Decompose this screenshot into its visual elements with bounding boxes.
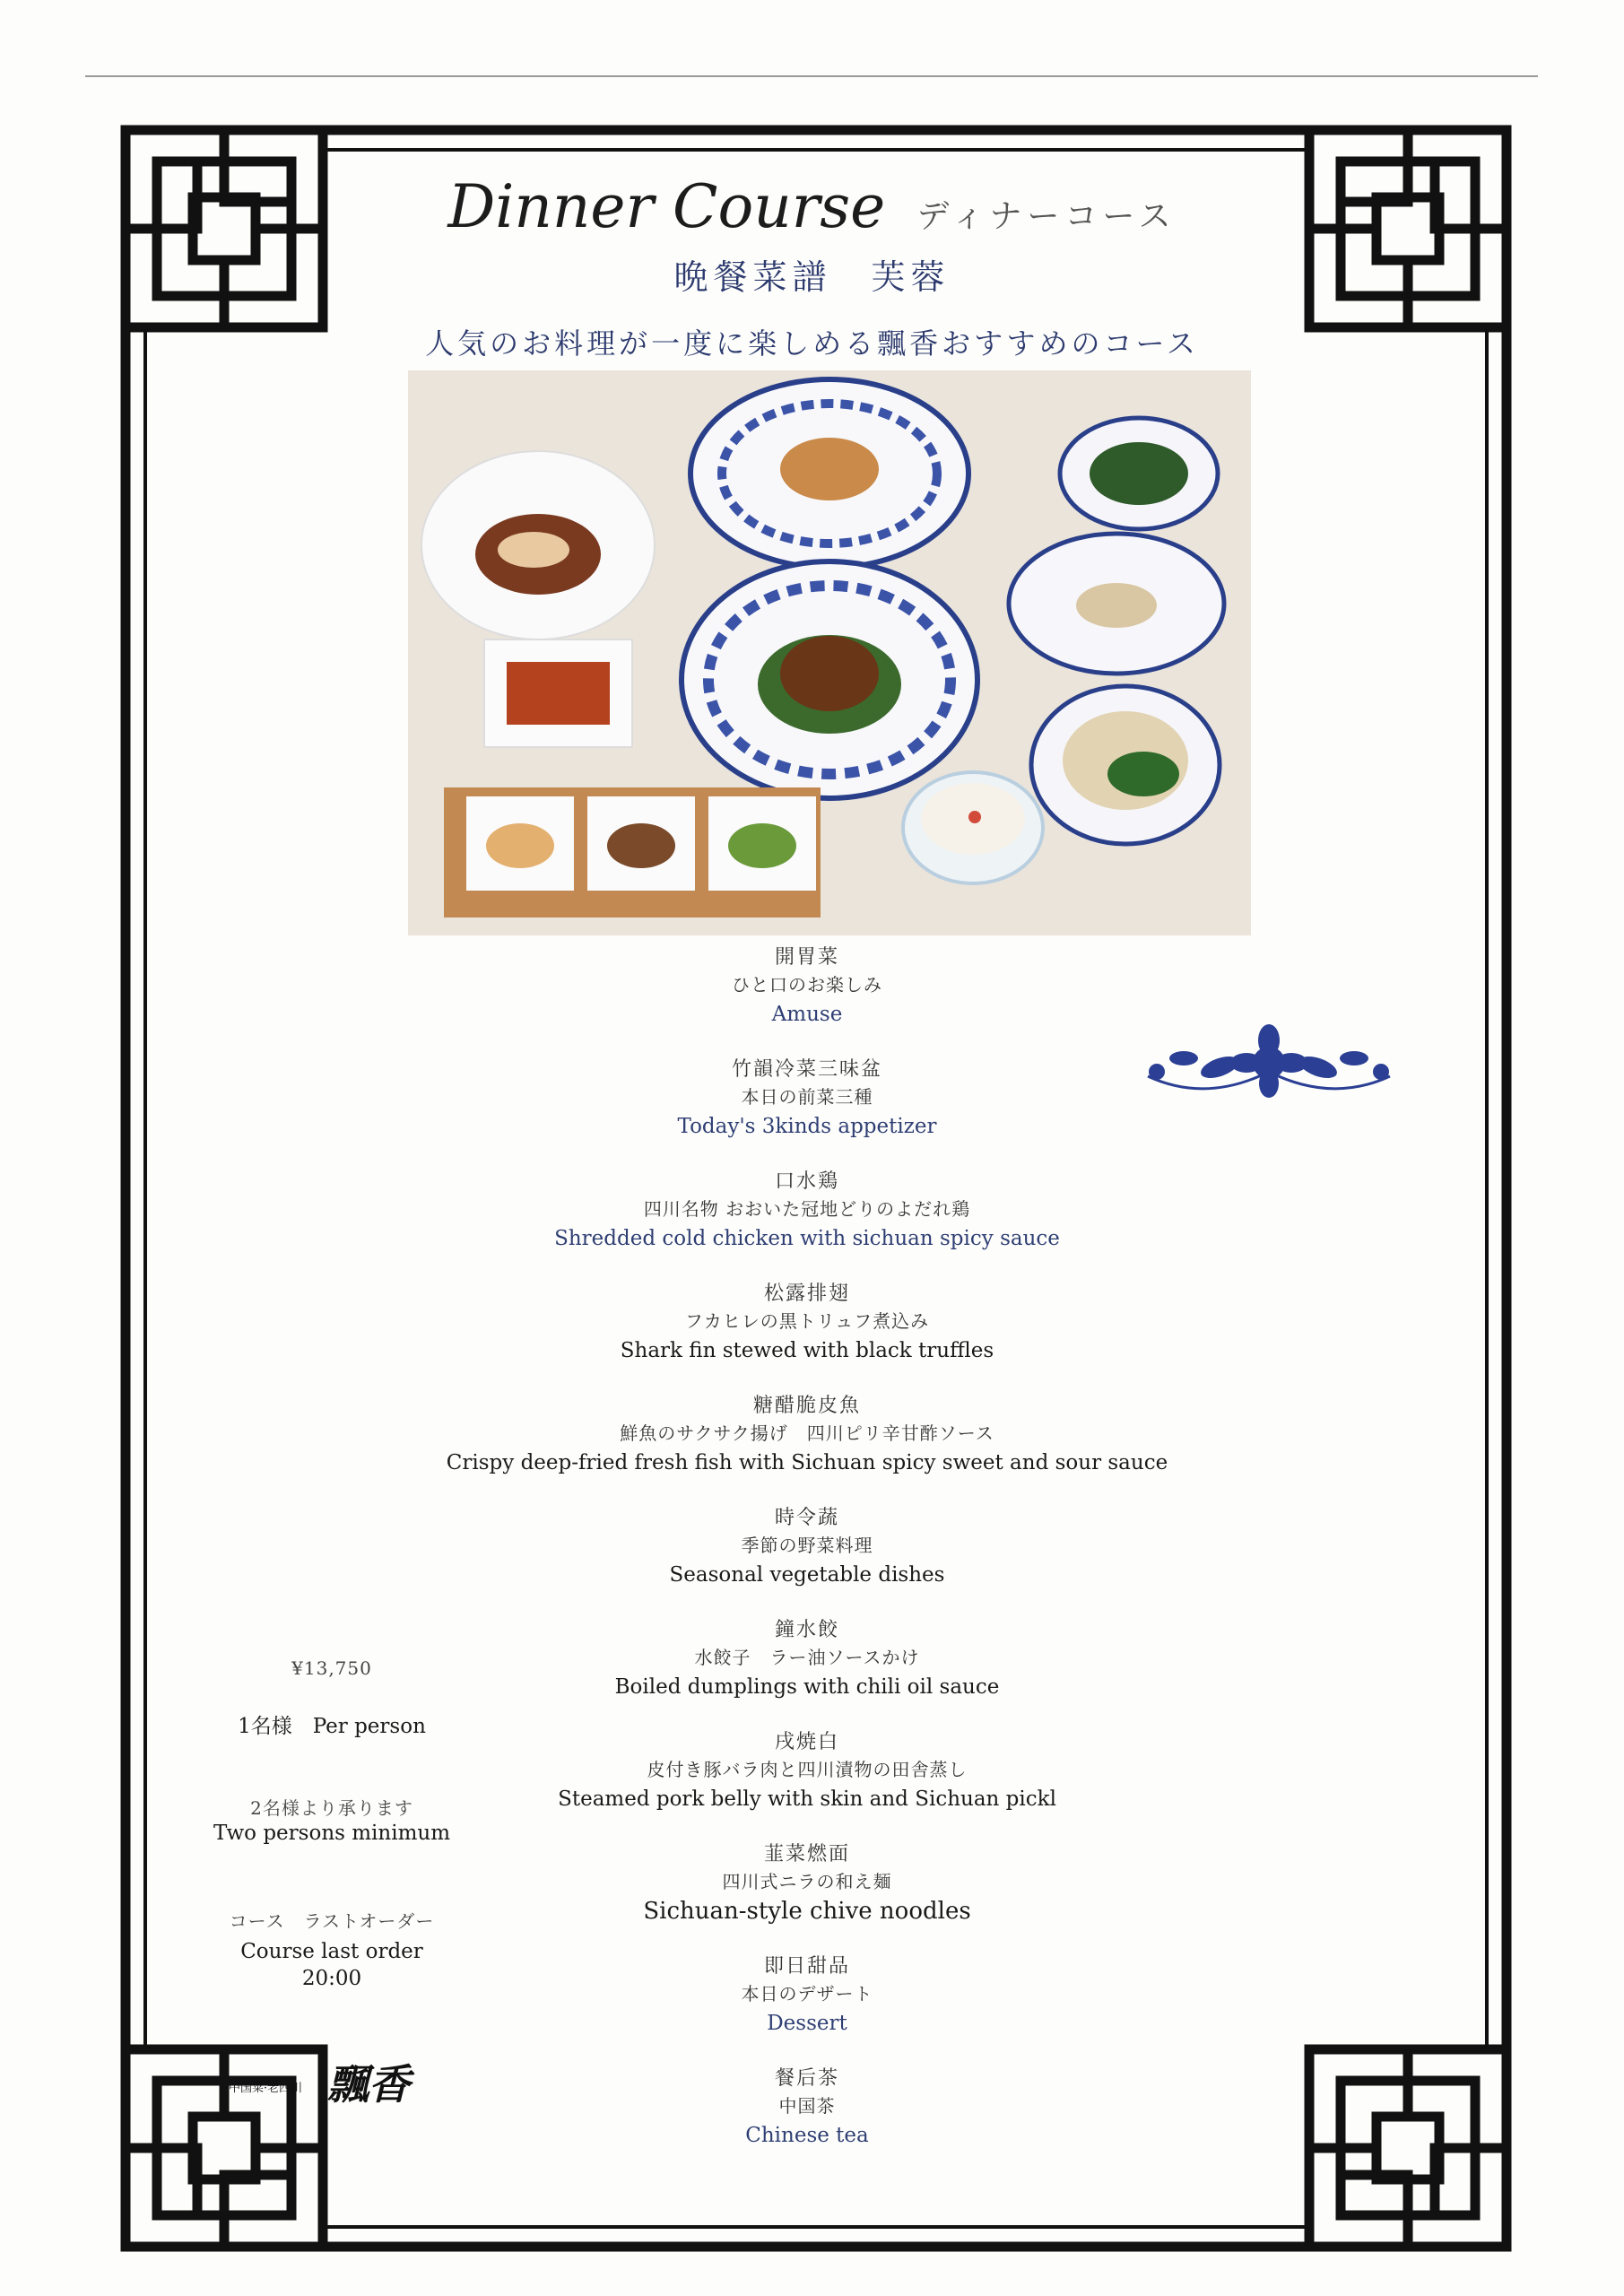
per-person-label: 1名様 Per person bbox=[238, 1715, 426, 1738]
dish-name-english: Dessert bbox=[767, 2012, 847, 2035]
dish-name-chinese: 開胃菜 bbox=[774, 946, 839, 969]
svg-text:飄香: 飄香 bbox=[327, 2060, 410, 2109]
price: ¥13,750 bbox=[291, 1657, 372, 1679]
last-order-block bbox=[197, 1907, 466, 1992]
dish-description-japanese: 鮮魚のサクサク揚げ 四川ピリ辛甘酢ソース bbox=[620, 1422, 994, 1444]
menu-item bbox=[426, 1728, 1188, 1840]
dish-description-japanese: 本日のデザート bbox=[741, 1983, 873, 2005]
last-order-japanese: コース ラストオーダー bbox=[229, 1910, 435, 1932]
minimum-block bbox=[197, 1794, 466, 1847]
menu-item bbox=[426, 1840, 1188, 1952]
restaurant-logo bbox=[229, 2052, 435, 2115]
title-english: Dinner Course bbox=[447, 172, 886, 241]
dish-description-japanese: 水餃子 ラー油ソースかけ bbox=[694, 1647, 920, 1668]
last-order-time: 20:00 bbox=[301, 1967, 362, 1990]
dish-name-english: Crispy deep-fried fresh fish with Sichuan spicy sweet and sour sauce bbox=[446, 1451, 1168, 1474]
page-title bbox=[0, 172, 1624, 241]
dish-name-chinese: 餐后茶 bbox=[774, 2067, 839, 2090]
minimum-japanese: 2名様より承ります bbox=[250, 1797, 413, 1819]
last-order-english: Course last order bbox=[240, 1940, 423, 1963]
menu-item bbox=[426, 1280, 1188, 1392]
dish-description-japanese: フカヒレの黒トリュフ煮込み bbox=[684, 1310, 930, 1332]
menu-item bbox=[426, 1616, 1188, 1728]
dish-name-chinese: 糖醋脆皮魚 bbox=[752, 1395, 861, 1417]
dish-name-chinese: 松露排翅 bbox=[763, 1283, 850, 1305]
dish-name-chinese: 時令蔬 bbox=[774, 1507, 839, 1529]
dish-name-english: Sichuan-style chive noodles bbox=[643, 1898, 971, 1925]
course-dishes-photo bbox=[408, 370, 1251, 935]
dish-name-english: Chinese tea bbox=[745, 2124, 869, 2147]
minimum-english: Two persons minimum bbox=[213, 1822, 451, 1845]
dish-name-english: Seasonal vegetable dishes bbox=[669, 1563, 945, 1587]
menu-item bbox=[426, 1168, 1188, 1280]
menu-item bbox=[426, 1952, 1188, 2065]
dish-name-chinese: 韮菜燃面 bbox=[763, 1843, 850, 1866]
dish-name-english: Today's 3kinds appetizer bbox=[677, 1115, 937, 1138]
menu-item bbox=[426, 1392, 1188, 1504]
title-japanese: ディナーコース bbox=[916, 198, 1177, 235]
svg-text:中国菜·老四川: 中国菜·老四川 bbox=[229, 2082, 303, 2095]
course-subtitle: 晩餐菜譜 芙蓉 bbox=[673, 257, 951, 297]
course-tagline: 人気のお料理が一度に楽しめる飄香おすすめのコース bbox=[425, 326, 1199, 361]
dish-description-japanese: 四川式ニラの和え麺 bbox=[722, 1871, 892, 1892]
menu-item bbox=[426, 1056, 1188, 1168]
dish-name-chinese: 即日甜品 bbox=[763, 1955, 850, 1978]
menu-item bbox=[426, 1504, 1188, 1616]
menu-item bbox=[426, 944, 1188, 1056]
dish-description-japanese: 中国茶 bbox=[778, 2095, 836, 2117]
dish-description-japanese: 皮付き豚バラ肉と四川漬物の田舎蒸し bbox=[647, 1759, 968, 1780]
dish-name-chinese: 戌焼白 bbox=[774, 1731, 839, 1753]
dish-name-chinese: 竹韻冷菜三味盆 bbox=[731, 1058, 882, 1081]
dish-name-english: Shredded cold chicken with sichuan spicy sauce bbox=[554, 1227, 1060, 1250]
dish-name-english: Boiled dumplings with chili oil sauce bbox=[614, 1675, 1000, 1699]
dish-name-chinese: 鐘水餃 bbox=[774, 1619, 839, 1641]
dish-name-english: Shark fin stewed with black truffles bbox=[620, 1339, 994, 1362]
dish-description-japanese: 季節の野菜料理 bbox=[741, 1535, 873, 1556]
price-block bbox=[197, 1657, 466, 1679]
menu-item bbox=[426, 2065, 1188, 2177]
top-rule bbox=[85, 75, 1538, 77]
dish-name-chinese: 口水鶏 bbox=[774, 1170, 839, 1193]
dish-description-japanese: ひと口のお楽しみ bbox=[732, 974, 882, 996]
dish-description-japanese: 本日の前菜三種 bbox=[741, 1086, 873, 1108]
dish-name-english: Steamed pork belly with skin and Sichuan pickl bbox=[558, 1787, 1056, 1811]
per-person-block bbox=[197, 1713, 466, 1740]
dish-name-english: Amuse bbox=[771, 1003, 843, 1026]
menu-course-list bbox=[426, 944, 1188, 2177]
dish-description-japanese: 四川名物 おおいた冠地どりのよだれ鶏 bbox=[643, 1198, 971, 1220]
